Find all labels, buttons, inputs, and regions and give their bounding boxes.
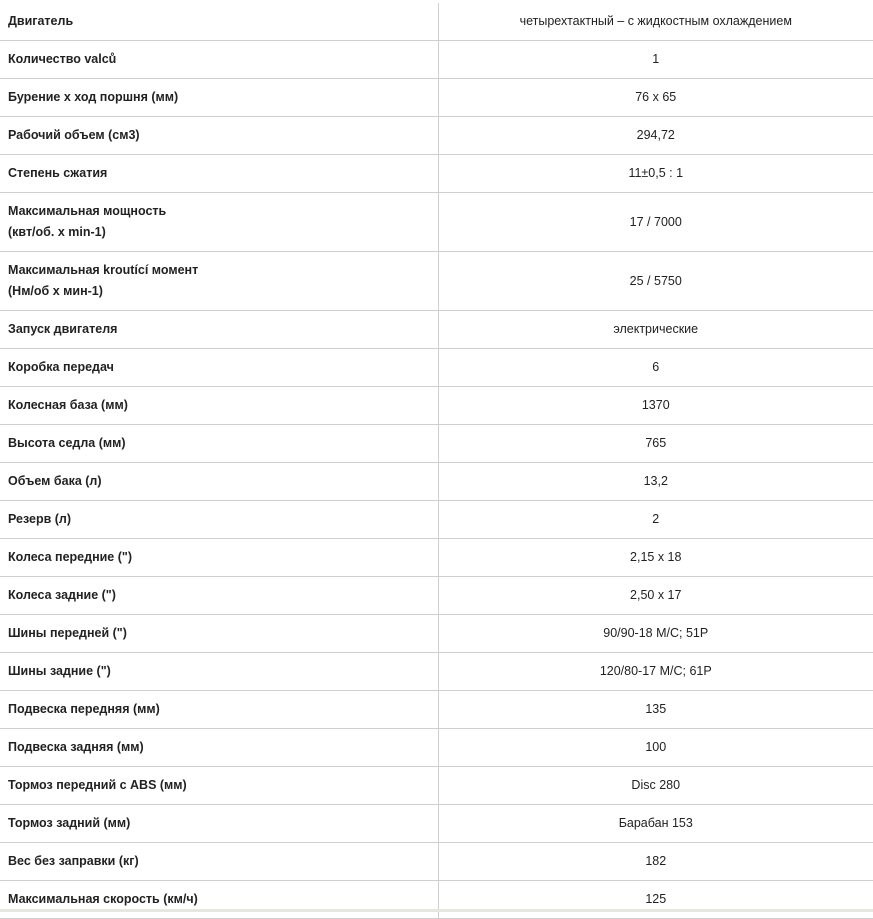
spec-label-line: Тормоз передний с ABS (мм) [8,778,187,792]
spec-row [0,805,873,843]
spec-row [0,425,873,463]
spec-row [0,729,873,767]
spec-value: 2 [438,501,873,539]
spec-value: 11±0,5 : 1 [438,155,873,193]
spec-row [0,539,873,577]
spec-label-line: (квт/об. х min-1) [8,225,106,239]
spec-label [0,881,438,919]
spec-table-body [0,3,873,919]
spec-value: 2,50 x 17 [438,577,873,615]
spec-label [0,767,438,805]
spec-value: 294,72 [438,117,873,155]
spec-value: 120/80-17 M/C; 61P [438,653,873,691]
spec-row [0,193,873,252]
spec-row [0,501,873,539]
spec-label [0,653,438,691]
spec-label-line: Максимальная kroutící момент [8,263,199,277]
spec-label [0,3,438,41]
spec-row [0,387,873,425]
spec-label-line: Высота седла (мм) [8,436,126,450]
spec-value: 6 [438,349,873,387]
spec-label-line: Шины передней (") [8,626,127,640]
spec-row [0,349,873,387]
spec-value: 1 [438,41,873,79]
spec-label [0,463,438,501]
spec-label [0,425,438,463]
spec-label-line: Коробка передач [8,360,114,374]
spec-label [0,117,438,155]
spec-row [0,577,873,615]
spec-label-line: Запуск двигателя [8,322,118,336]
spec-label [0,79,438,117]
spec-value: 25 / 5750 [438,252,873,311]
spec-label-line: Максимальная мощность [8,204,167,218]
spec-row [0,881,873,919]
spec-value: 182 [438,843,873,881]
spec-row [0,252,873,311]
spec-label [0,252,438,311]
spec-value: Disc 280 [438,767,873,805]
spec-label [0,615,438,653]
spec-label-line: Колеса задние (") [8,588,116,602]
spec-label [0,501,438,539]
spec-row [0,843,873,881]
spec-label-line: Степень сжатия [8,166,108,180]
spec-label [0,577,438,615]
spec-label [0,387,438,425]
spec-label-line: Двигатель [8,14,74,28]
spec-table [0,3,873,919]
spec-value: электрические [438,311,873,349]
spec-value: 100 [438,729,873,767]
spec-row [0,463,873,501]
spec-row [0,311,873,349]
spec-label [0,539,438,577]
spec-label-line: Рабочий объем (см3) [8,128,140,142]
spec-label-line: Резерв (л) [8,512,72,526]
spec-row [0,155,873,193]
spec-value: 2,15 x 18 [438,539,873,577]
spec-label [0,805,438,843]
spec-label [0,729,438,767]
spec-label [0,349,438,387]
spec-value: 135 [438,691,873,729]
spec-row [0,3,873,41]
spec-label-line: Бурение х ход поршня (мм) [8,90,179,104]
spec-value: 90/90-18 M/C; 51P [438,615,873,653]
spec-row [0,615,873,653]
spec-label [0,41,438,79]
spec-value: 125 [438,881,873,919]
spec-value: четырехтактный – с жидкостным охлаждением [438,3,873,41]
spec-value: 1370 [438,387,873,425]
spec-row [0,691,873,729]
spec-label-line: Количество valců [8,52,117,66]
spec-label-line: Вес без заправки (кг) [8,854,139,868]
spec-label-line: Тормоз задний (мм) [8,816,131,830]
spec-label-line: Подвеска задняя (мм) [8,740,144,754]
spec-label [0,843,438,881]
spec-label [0,691,438,729]
spec-label-line: (Нм/об х мин-1) [8,284,103,298]
spec-value: 13,2 [438,463,873,501]
spec-label [0,155,438,193]
spec-label-line: Колесная база (мм) [8,398,128,412]
spec-row [0,767,873,805]
spec-label-line: Объем бака (л) [8,474,102,488]
spec-label [0,311,438,349]
spec-row [0,79,873,117]
spec-label-line: Шины задние (") [8,664,111,678]
spec-row [0,653,873,691]
spec-value: 765 [438,425,873,463]
spec-label-line: Подвеска передняя (мм) [8,702,160,716]
spec-value: 17 / 7000 [438,193,873,252]
spec-value: 76 x 65 [438,79,873,117]
spec-value: Барабан 153 [438,805,873,843]
spec-row [0,117,873,155]
spec-row [0,41,873,79]
spec-label [0,193,438,252]
spec-label-line: Максимальная скорость (км/ч) [8,892,198,906]
spec-label-line: Колеса передние (") [8,550,132,564]
